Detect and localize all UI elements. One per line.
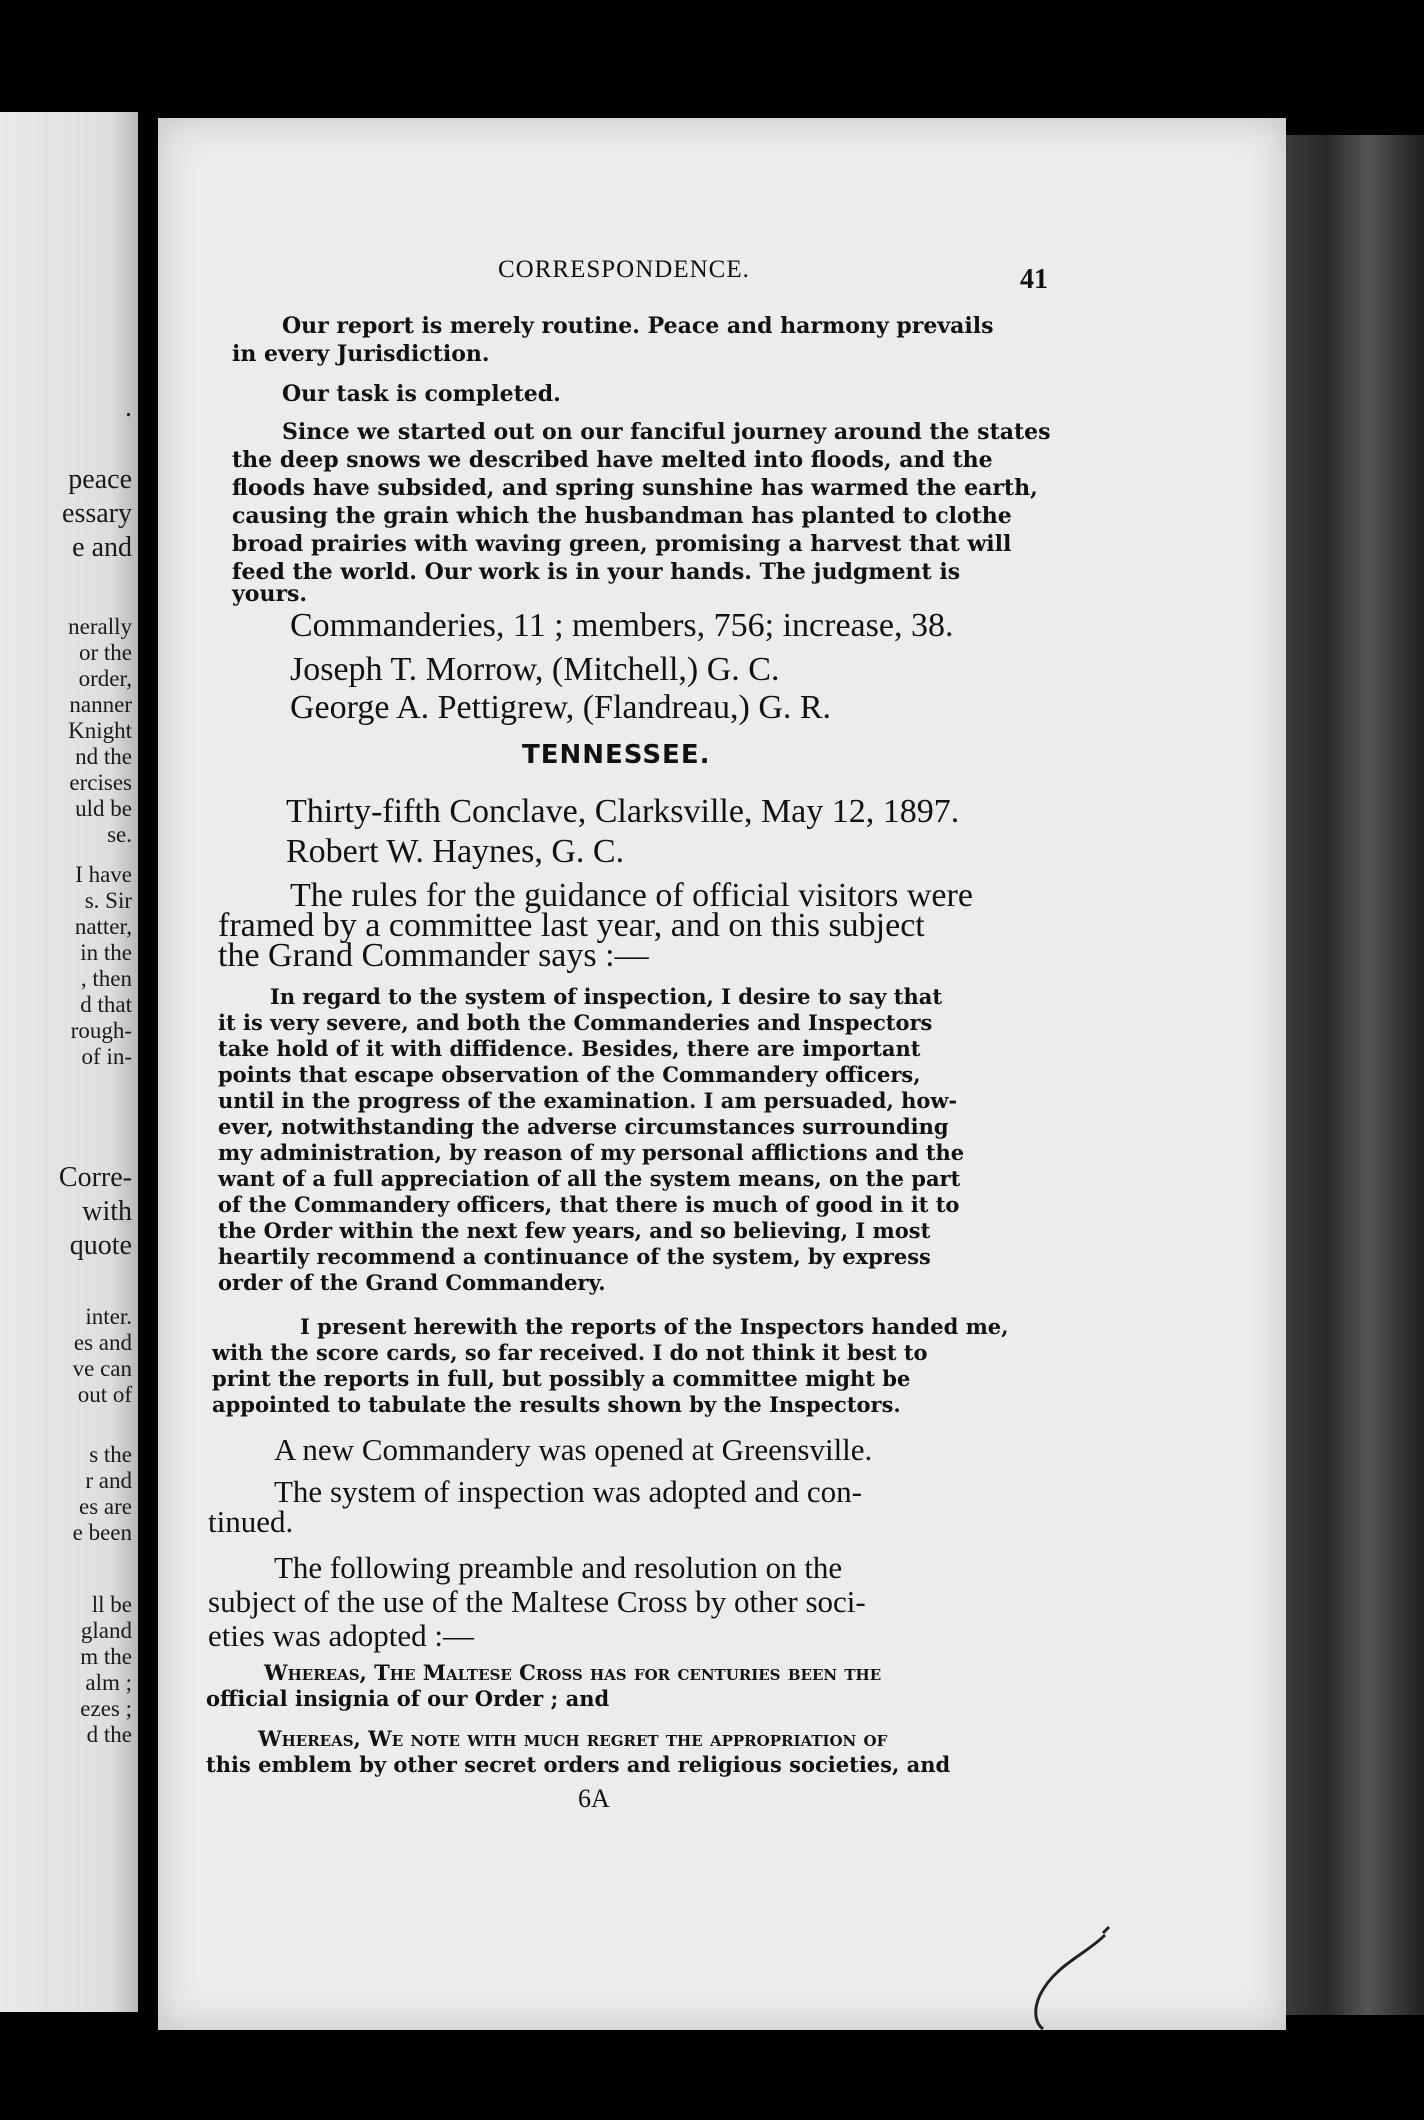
left-line: natter, [74, 914, 132, 939]
left-line: es and [73, 1330, 132, 1355]
quote-line: take hold of it with diffidence. Besides, there are important [218, 1036, 921, 1061]
paragraph-line: The system of inspection was adopted and con- [274, 1474, 862, 1509]
paragraph-line: the deep snows we described have melted into floods, and the [232, 447, 993, 473]
left-line: nerally [68, 614, 132, 639]
paragraph-line: floods have subsided, and spring sunshine has warmed the earth, [232, 475, 1038, 501]
left-line: d that [80, 992, 132, 1017]
left-line: out of [77, 1382, 132, 1407]
quote-line: with the score cards, so far received. I do not think it best to [212, 1340, 928, 1365]
quote-line: heartily recommend a continuance of the system, by express [218, 1244, 931, 1269]
whereas-line: this emblem by other secret orders and religious societies, and [206, 1752, 951, 1777]
left-line: Knight [68, 718, 132, 743]
left-line: s the [89, 1442, 132, 1467]
left-line: gland [80, 1618, 132, 1643]
book-edge [1286, 135, 1424, 2015]
quote-line: order of the Grand Commandery. [218, 1270, 606, 1295]
officer-line: George A. Pettigrew, (Flandreau,) G. R. [290, 689, 832, 726]
paragraph-line: The following preamble and resolution on the [274, 1550, 843, 1585]
left-line: nanner [69, 692, 132, 717]
left-line: uld be [75, 796, 132, 821]
left-line: ll be [91, 1592, 132, 1617]
paragraph-line: yours. [232, 581, 308, 607]
paragraph-line: causing the grain which the husbandman has planted to clothe [232, 503, 1012, 529]
paragraph-line: tinued. [208, 1504, 294, 1539]
left-line: r and [85, 1468, 132, 1493]
paragraph-line: Since we started out on our fanciful journey around the states [282, 419, 1051, 445]
left-line: of in- [81, 1044, 132, 1069]
page-number: 41 [1020, 264, 1048, 295]
left-line: essary [62, 498, 132, 529]
paragraph-line: feed the world. Our work is in your hands. The judgment is [232, 559, 961, 585]
quote-line: I present herewith the reports of the Inspectors handed me, [300, 1314, 1009, 1339]
left-page-fragment [0, 112, 138, 2012]
quote-line: appointed to tabulate the results shown by the Inspectors. [212, 1392, 901, 1417]
officer-line: Robert W. Haynes, G. C. [286, 833, 625, 870]
left-line: I have [75, 862, 132, 887]
left-line: order, [78, 666, 132, 691]
left-line: ercises [69, 770, 132, 795]
quote-line: want of a full appreciation of all the system means, on the part [218, 1166, 961, 1191]
left-line: peace [68, 464, 132, 495]
paragraph-line: the Grand Commander says :— [218, 937, 649, 974]
left-line: alm ; [85, 1670, 132, 1695]
left-line: inter. [85, 1304, 132, 1329]
paragraph-line: eties was adopted :— [208, 1618, 475, 1653]
whereas-line: Whereas, We note with much regret the appropriation of [258, 1726, 888, 1751]
left-line: quote [69, 1230, 132, 1261]
left-line: rough- [70, 1018, 132, 1043]
paragraph-line: subject of the use of the Maltese Cross by other soci- [208, 1584, 866, 1619]
quote-line: In regard to the system of inspection, I desire to say that [270, 984, 943, 1009]
paragraph-line: The rules for the guidance of official visitors were [290, 877, 973, 914]
left-line: es are [79, 1494, 132, 1519]
quote-line: the Order within the next few years, and so believing, I most [218, 1218, 931, 1243]
quote-line: my administration, by reason of my personal afflictions and the [218, 1140, 965, 1165]
left-line: ezes ; [80, 1696, 132, 1721]
paragraph-line: Our report is merely routine. Peace and harmony prevails [282, 313, 994, 339]
signature-mark: 6A [578, 1784, 610, 1813]
left-line: with [82, 1196, 132, 1227]
conclave-line: Thirty-fifth Conclave, Clarksville, May 12, 1897. [286, 793, 960, 830]
left-line: . [125, 392, 132, 423]
left-line: Corre- [58, 1162, 132, 1193]
left-line: s. Sir [84, 888, 132, 913]
quote-line: points that escape observation of the Commandery officers, [218, 1062, 921, 1087]
paragraph-line: in every Jurisdiction. [232, 341, 490, 367]
left-line: d the [86, 1722, 132, 1747]
quote-line: of the Commandery officers, that there is much of good in it to [218, 1192, 960, 1217]
left-line: e and [72, 532, 132, 563]
quote-line: print the reports in full, but possibly a committee might be [212, 1366, 911, 1391]
whereas-line: official insignia of our Order ; and [206, 1686, 610, 1711]
running-title: CORRESPONDENCE. [498, 256, 750, 283]
left-line: , then [80, 966, 132, 991]
quote-line: ever, notwithstanding the adverse circumstances surrounding [218, 1114, 949, 1139]
paragraph-line: A new Commandery was opened at Greensville. [274, 1432, 873, 1467]
stats-line: Commanderies, 11 ; members, 756; increase, 38. [290, 607, 954, 644]
left-line: in the [80, 940, 132, 965]
left-line: se. [107, 822, 132, 847]
left-line: or the [78, 640, 132, 665]
paragraph-line: broad prairies with waving green, promising a harvest that will [232, 531, 1012, 557]
paragraph-line: framed by a committee last year, and on this subject [218, 907, 925, 944]
left-line: nd the [75, 744, 132, 769]
pen-mark-icon [1025, 1925, 1115, 2035]
paragraph-line: Our task is completed. [282, 381, 561, 407]
quote-line: until in the progress of the examination. I am persuaded, how- [218, 1088, 958, 1113]
quote-line: it is very severe, and both the Commanderies and Inspectors [218, 1010, 933, 1035]
left-line: e been [72, 1520, 132, 1545]
officer-line: Joseph T. Morrow, (Mitchell,) G. C. [290, 651, 780, 688]
left-line: m the [80, 1644, 132, 1669]
left-line: ve can [72, 1356, 132, 1381]
section-heading: TENNESSEE. [522, 740, 711, 770]
whereas-line: Whereas, The Maltese Cross has for centuries been the [264, 1660, 882, 1685]
